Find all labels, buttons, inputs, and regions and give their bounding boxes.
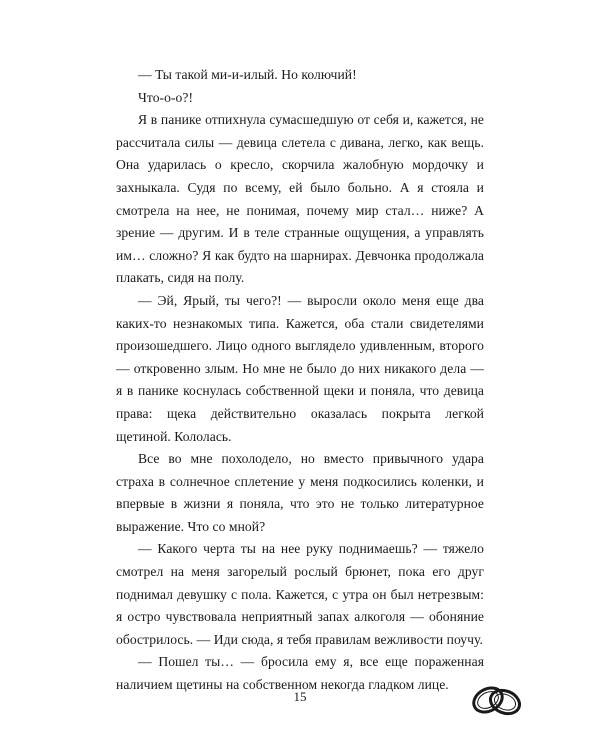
paragraph: Все во мне похолодело, но вместо привычного удара страха в солнечное сплетение у меня подкосились коленки, и впервые в жизни я поняла, что это не только литературное выражение. Что со мной? xyxy=(116,451,484,534)
paragraph: — Какого черта ты на нее руку поднимаешь? — тяжело смотрел на меня загорелый рослый брюнет, пока его друг поднимал девушку с пола. Кажется, с утра он был нетрезвым: я остро чувствовала неприятный запах алкоголя — обоняние обострилось. — Иди сюда, я тебя правилам вежливости поучу. xyxy=(116,541,484,647)
interlocked-rings-icon xyxy=(468,678,526,722)
paragraph: Что-о-о?! xyxy=(138,89,194,105)
paragraph: Я в панике отпихнула сумасшедшую от себя и, кажется, не рассчитала силы — девица слетела с дивана, легко, как вещь. Она ударилась о кресло, скорчила жалобную мордочку и захныкала. Судя по всему, ей было больно. А я стояла и смотрела на нее, не понимая, почему мир стал… ниже? А зрение — другим. И в теле странные ощущения, а управлять им… сложно? Я как будто на шарнирах. Девчонка продолжала плакать, сидя на полу. xyxy=(116,112,484,286)
page-number: 15 xyxy=(293,689,307,704)
body-text xyxy=(116,64,484,697)
paragraph: — Ты такой ми-и-илый. Но колючий! xyxy=(138,67,357,82)
paragraph: — Эй, Ярый, ты чего?! — выросли около меня еще два каких-то незнакомых типа. Кажется, оба стали свидетелями произошедшего. Лицо одного выглядело удивленным, второго — откровенно злым. Но мне не было до них никакого дела — я в панике коснулась собственной щеки и поняла, что девица права: щека действительно оказалась покрыта легкой щетиной. Кололась. xyxy=(116,292,484,444)
paragraph: — Пошел ты… — бросила ему я, все еще пораженная наличием щетины на собственном некогда гладком лице. xyxy=(116,654,484,693)
